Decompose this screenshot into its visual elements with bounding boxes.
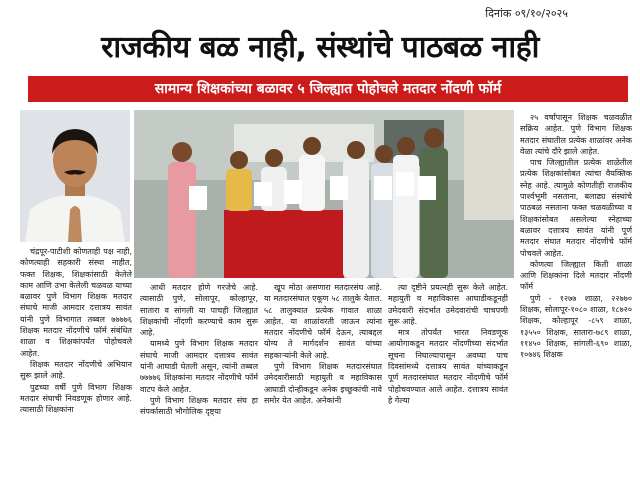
paragraph: पाच जिल्ह्यातील प्रत्येक शाळेतील प्रत्येक शिक्षकांसोबत त्यांचा वैयक्तिक स्नेह आहे. त्यामुळे कोणतीही राजकीय पार्श्वभूमी नसताना, बलाढ्य संस्थांचे पाठबळ नसताना फक्त चळवळीच्या व शिक्षकांसोबत असलेल्या स्नेहाच्या बळावर दत्तात्रय सावंत यांनी पूर्ण मतदार संघात मतदार नोंदणीचे फॉर्म पोचवले आहेत. [520,158,632,258]
paragraph: पुणे - १२७७ शाळा, २२७७० शिक्षक, सोलापूर-१०८० शाळा, १८७२० शिक्षक, कोल्हापूर -८५९ शाळा, १३५५० शिक्षक, सातारा-७८९ शाळा, ११४५० शिक्षक, सांगली-६९० शाळा, १०७४६ शिक्षक [520,293,632,360]
paragraph: पुणे विभाग शिक्षक मतदारसंघात उमेदवारीसाठी महायुती व महाविकास आघाडी दोन्हीकडून अनेक इच्छुकांची नावे समोर येत आहेत. अनेकांनी [264,362,382,405]
article-column-1 [20,246,132,415]
paragraph: पुढच्या वर्षी पुणे विभाग शिक्षक मतदार संघाची निवडणूक होणार आहे. त्यासाठी शिक्षकांना [20,382,132,415]
paragraph: मात्र तोपर्यंत भारत निवडणूक आयोगाकडून मतदार नोंदणीच्या संदर्भात सूचना निघाल्यापासून अवघ्या पाच दिवसांमध्ये दत्तात्रय सावंत यांच्याकडून पूर्ण मतदारसंघात मतदार नोंदणीचे फॉर्म पोहोचवण्यात आले आहेत. दत्तात्रय सावंत हे गेल्या [388,328,508,405]
headline: राजकीय बळ नाही, संस्थांचे पाठबळ नाही [101,30,539,65]
article-column-2 [140,282,258,418]
article-column-3 [264,282,382,406]
paragraph: कोणत्या जिल्ह्यात किती शाळा आणि शिक्षकांना दिले मतदार नोंदणी फॉर्म [520,259,632,292]
paragraph: आधी मतदार होणे गरजेचे आहे. त्यासाठी पुणे, सोलापूर, कोल्हापूर, सातारा व सांगली या पाचही जिल्ह्यात शिक्षकांची नोंदणी करण्याचे काम सुरू आहे. [140,283,258,338]
portrait-photo [20,110,130,242]
paragraph: पुणे विभाग शिक्षक मतदार संघ हा संपर्कासाठी भौगोलिक दृष्ट्या [140,395,258,417]
article-column-5 [520,112,632,361]
group-photo-illustration [134,110,514,278]
paragraph: चंद्रपूर-पाटीशी कोणताही पक्ष नाही, कोणत्याही सहकारी संस्था नाहीत, फक्त शिक्षक, शिक्षकांसाठी केलेले काम आणि उभा केलेली चळवळ याच्या बळावर पुणे विभाग शिक्षक मतदार संघाचे माजी आमदार दत्तात्रय सावंत यांनी पुणे विभागात तब्बल ७७७७६ शिक्षक मतदार नोंदणीचे फॉर्म संबंधित शाळा व शिक्षकांपर्यंत पोहोचवले आहेत. [20,247,132,358]
paragraph: यामध्ये पुणे विभाग शिक्षक मतदार संघाचे माजी आमदार दत्तात्रय सावंत यांनी आघाडी घेतली असून, त्यांनी तब्बल ७७७७६ शिक्षकांना मतदार नोंदणीचे फॉर्म वाटप केले आहेत. [140,339,258,394]
publication-date: दिनांक ०९/१०/२०२५ [485,7,568,20]
article-column-4 [388,282,508,406]
subheadline-banner: सामान्य शिक्षकांच्या बळावर ५ जिल्ह्यात पोहोचले मतदार नोंदणी फॉर्म [28,76,628,102]
group-photo [134,110,514,278]
paragraph: २५ वर्षांपासून शिक्षक चळवळीत सक्रिय आहेत. पुणे विभाग शिक्षक मतदार संघातील प्रत्येक शाळांवर अनेक वेळा त्यांचे दौरे झाले आहेत. [520,113,632,156]
paragraph: शिक्षक मतदार नोंदणीचे अभियान सुरू झाले आहे. [20,359,132,381]
paragraph: त्या दृष्टीने प्रयत्नही सुरू केले आहेत. महायुती व महाविकास आघाडीकडूनही उमेदवारी संदर्भात उमेदवारांची चाचपणी सुरू आहे. [388,283,508,326]
paragraph: खूप मोठा असणारा मतदारसंघ आहे. या मतदारसंघात एकूण ५८ तालुके येतात. ५८ तालुक्यात प्रत्येक गावात शाळा आहेत. या शाळांवरती जाऊन त्यांना मतदार नोंदणीचे फॉर्म देऊन, त्याबद्दल योग्य ते मार्गदर्शन सावंत यांच्या सहकाऱ्यांनी केले आहे. [264,283,382,360]
portrait-illustration [20,110,130,242]
